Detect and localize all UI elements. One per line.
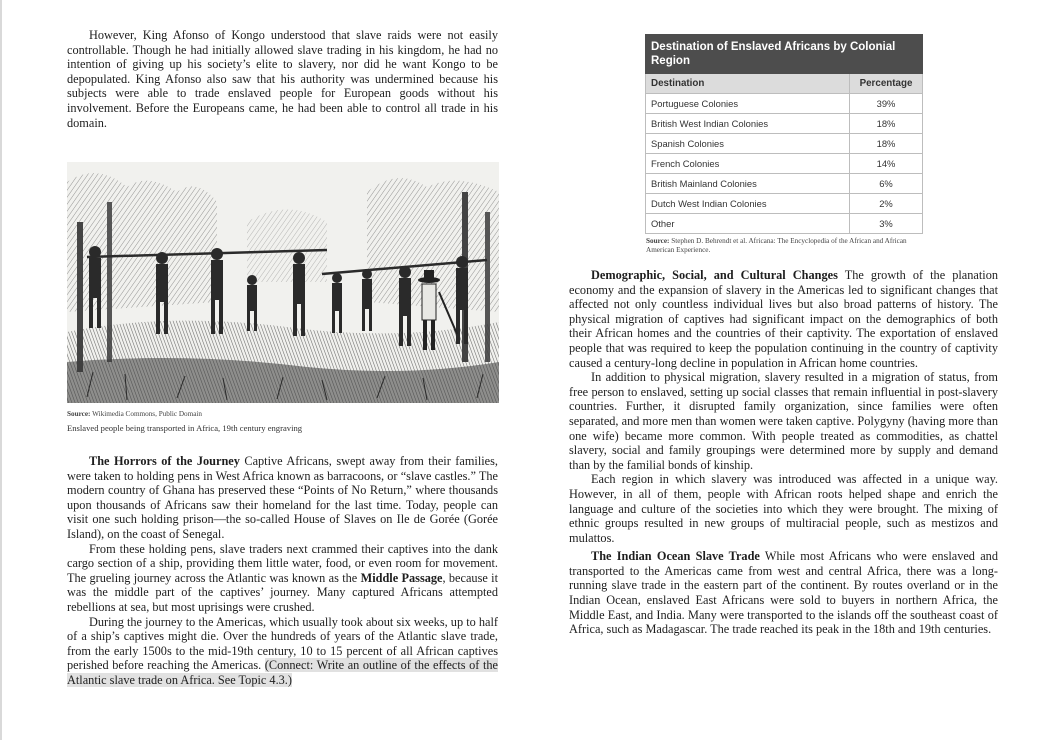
horrors-paragraph-1 (67, 454, 498, 542)
horrors-paragraph-2 (67, 542, 498, 615)
page-left-edge (0, 0, 2, 740)
horrors-p1-text: Captive Africans, swept away from their families, were taken to holding pens in West Africa known as barracoons, or “slave castles.” The modern country of Ghana has preserved these “Points of No Return,” where thousands upon thousands of Africans saw their homeland for the last time. Today, people can visit one such holding prison—the so-called House of Slaves on Ile de Gorée (Gorée Island), on the coast of Senegal. (67, 454, 498, 541)
table-row (646, 194, 923, 214)
table-source-text: Stephen D. Behrendt et al. Africana: The Encyclopedia of the African and African American Experience. (646, 237, 907, 254)
demographic-heading: Demographic, Social, and Cultural Changes (591, 268, 838, 282)
destination-cell: French Colonies (646, 154, 850, 174)
intro-paragraph: However, King Afonso of Kongo understood that slave raids were not easily controllable. Though he had initially allowed slave trading in his kingdom, he had no intention of giving up his society’s elite to slavery, nor did he want Kongo to be depopulated. King Afonso also saw that his authority was undermined because his subjects were able to trade enslaved people for European goods without his involvement. Before the Europeans came, he had been able to control all trade in his domain. (67, 28, 498, 130)
horrors-p2-before: From these holding pens, slave traders next crammed their captives into the dank cargo section of a ship, providing them little water, food, or even room for movement. The grueling journey across the Atlantic was known as the (67, 541, 498, 585)
percentage-cell: 3% (850, 214, 923, 234)
engraving-image (67, 162, 499, 403)
horrors-p2-after: , because it was the middle part of the captives’ journey. Many captured Africans attempted rebellions at sea, but most uprisings were crushed. (67, 570, 498, 614)
image-source-text: Wikimedia Commons, Public Domain (92, 410, 203, 418)
right-column-text (569, 268, 998, 637)
col-header-percentage: Percentage (850, 74, 923, 94)
demographic-paragraph-1 (569, 268, 998, 370)
table-row (646, 134, 923, 154)
image-caption: Enslaved people being transported in Africa, 19th century engraving (67, 423, 303, 433)
table-row (646, 154, 923, 174)
destination-cell: Spanish Colonies (646, 134, 850, 154)
image-source-label: Source: (67, 410, 91, 418)
intro-section (67, 28, 498, 130)
percentage-cell: 18% (850, 114, 923, 134)
percentage-cell: 2% (850, 194, 923, 214)
horrors-p3-text: During the journey to the Americas, which usually took about six weeks, up to half of a ship’s captives might die. Over the hundreds of years of the Atlantic slave trade, from the early 1500s to the mid-19th century, 10 to 15 percent of all African captives perished before reaching the Americas. (67, 614, 498, 673)
horrors-section (67, 454, 498, 688)
engraving-illustration (67, 162, 499, 403)
indian-ocean-p1-text: While most Africans who were enslaved and transported to the Americas came from west and central Africa, there was a long-running slave trade in the eastern part of the continent. By routes overland or in the Indian Ocean, enslaved East Africans were sold to buyers in northern Africa, the Middle East, and India. Many were transported to the islands off the southeast coast of Africa, such as Madagascar. The trade reached its peak in the 18th and 19th centuries. (569, 549, 998, 637)
destination-cell: Dutch West Indian Colonies (646, 194, 850, 214)
destination-cell: Other (646, 214, 850, 234)
horrors-heading: The Horrors of the Journey (89, 454, 240, 468)
middle-passage-term: Middle Passage (360, 570, 443, 585)
table-row (646, 114, 923, 134)
destination-table (645, 34, 923, 234)
image-source (67, 410, 499, 419)
demographic-p1-text: The growth of the planation economy and the expansion of slavery in the Americas led to significant changes that affected not only countless individual lives but also broad patterns of history. The physical migration of captives had significant impact on the demographics of both their African homes and the countries of their captivity. The exportation of enslaved people that was required to keep the population continuing in the country of captivity caused a century-long decline in population in African home countries. (569, 268, 998, 370)
destination-cell: Portuguese Colonies (646, 94, 850, 114)
indian-ocean-paragraph (569, 549, 998, 637)
col-header-destination: Destination (646, 74, 850, 94)
table-source-label: Source: (646, 237, 670, 245)
percentage-cell: 18% (850, 134, 923, 154)
image-credit (67, 410, 499, 433)
table-source (646, 237, 926, 255)
destination-cell: British Mainland Colonies (646, 174, 850, 194)
percentage-cell: 39% (850, 94, 923, 114)
table-row (646, 174, 923, 194)
connect-note: (Connect: Write an outline of the effects of the Atlantic slave trade on Africa. See Topic 4.3.) (67, 658, 498, 687)
percentage-cell: 14% (850, 154, 923, 174)
horrors-paragraph-3 (67, 615, 498, 688)
table-title: Destination of Enslaved Africans by Colonial Region (646, 35, 923, 74)
demographic-paragraph-3: Each region in which slavery was introduced was affected in a unique way. However, in all of them, people with African roots helped shape and enrich the language and culture of the societies into which they were brought. The mixing of ethnic groups resulted in new groups of multiracial people, such as mestizos and mulattos. (569, 472, 998, 545)
table-row (646, 94, 923, 114)
percentage-cell: 6% (850, 174, 923, 194)
destination-cell: British West Indian Colonies (646, 114, 850, 134)
demographic-paragraph-2: In addition to physical migration, slavery resulted in a migration of status, from free person to enslaved, setting up social classes that remain influential in post-slavery countries. Further, it disrupted family organization, since families were often separated, and more men than women were taken captive. Polygyny (having more than one wife) became more common. With people treated as commodities, as chattel slavery, social and family groupings were determined more by supply and demand than by the familial bonds of kinship. (569, 370, 998, 472)
table-row (646, 214, 923, 234)
indian-ocean-heading: The Indian Ocean Slave Trade (591, 549, 760, 564)
